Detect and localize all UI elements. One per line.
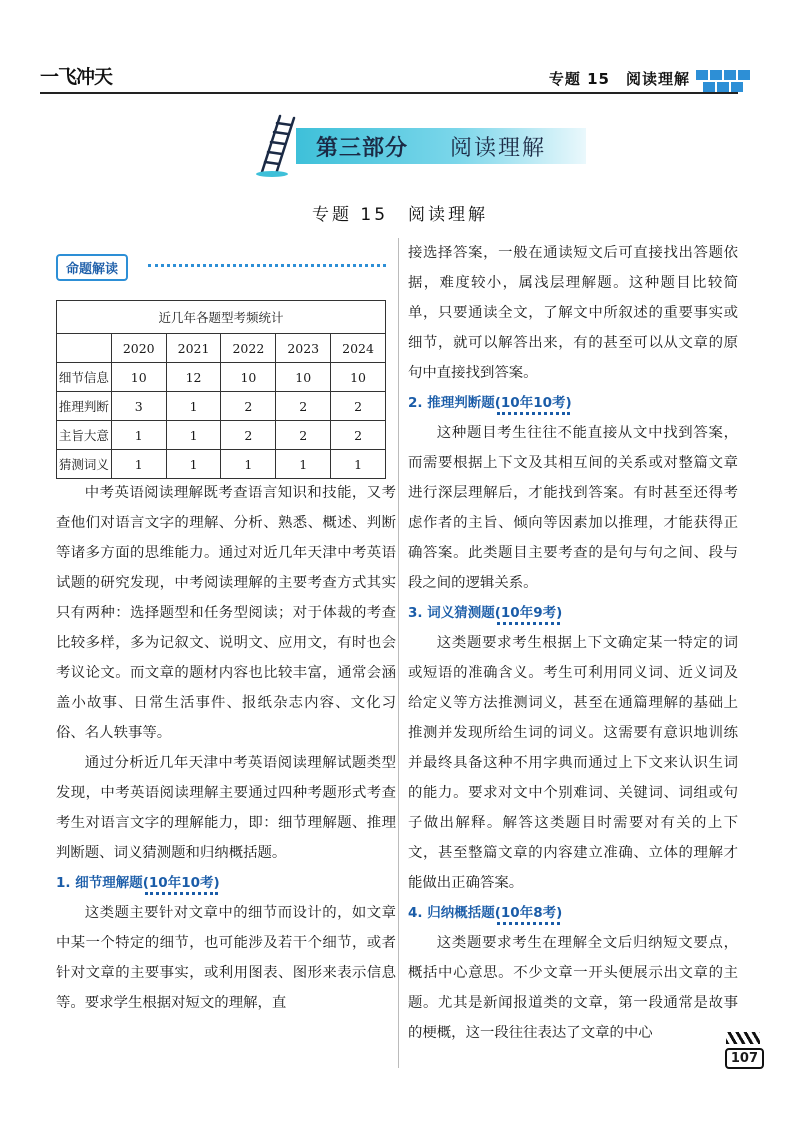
table-cell: 10 [221,363,276,392]
table-cell: 2 [331,421,386,450]
table-cell: 12 [166,363,221,392]
table-cell: 1 [166,450,221,479]
detail-question-paragraph: 这类题主要针对文章中的细节而设计的，如文章中某一个特定的细节，也可能涉及若干个细节，或者针对文章的主要事实，或利用图表、图形来表示信息等。要求学生根据对短文的理解，直 [56,905,396,1011]
heading-frequency: (10年9考) [494,605,563,621]
question-type-heading [56,868,396,898]
question-type-heading [408,898,738,928]
table-row [57,421,386,450]
row-label: 推理判断 [57,392,112,421]
page-number-stripes-decoration [726,1032,760,1044]
year-header: 2024 [331,334,386,363]
continued-paragraph: 接选择答案，一般在通读短文后可直接找出答题依据，难度较小，属浅层理解题。这种题目比较简单，只要通读全文，了解文中所叙述的重要事实或细节，就可以解答出来，有的甚至可以从文章的原句中直接找到答案。 [408,245,738,381]
year-header: 2023 [276,334,331,363]
table-row [57,450,386,479]
row-label: 细节信息 [57,363,112,392]
intro-paragraph: 中考英语阅读理解既考查语言知识和技能，又考查他们对语言文字的理解、分析、熟悉、概述、判断等诸多方面的思维能力。通过对近几年天津中考英语试题的研究发现，中考阅读理解的主要考查方式其实只有两种：选择题型和任务型阅读；对于体裁的考查比较多样，多为记叙文、说明文、应用文，有时也会考议论文。而文章的题材内容也比较丰富，通常会涵盖小故事、日常生活事件、报纸杂志内容、文化习俗、名人轶事等。 [56,485,396,741]
page-number: 107 [725,1048,764,1069]
table-cell: 3 [111,392,166,421]
vocabulary-question-paragraph: 这类题要求考生根据上下文确定某一特定的词或短语的准确含义。考生可利用同义词、近义词及给定义等方法推测词义，甚至在通篇理解的基础上推测并发现所给生词的词义。这需要有意识地训练并最终具备这种不用字典而通过上下文来认识生词的能力。要求对文中个别难词、关键词、词组或句子做出解释。解答这类题目时需要对有关的上下文，甚至整篇文章的内容建立准确、立体的理解才能做出正确答案。 [408,635,738,891]
section-dots-decoration [148,264,386,271]
table-cell: 2 [221,421,276,450]
table-corner-cell [57,334,112,363]
heading-frequency: (10年8考) [494,905,563,921]
heading-title: 4. 归纳概括题 [408,905,495,921]
table-cell: 2 [221,392,276,421]
table-header-row [57,334,386,363]
table-cell: 1 [166,421,221,450]
brand-logo: 一飞冲天 [40,66,113,88]
year-header: 2021 [166,334,221,363]
table-cell: 2 [331,392,386,421]
column-divider [398,238,399,1068]
year-header: 2022 [221,334,276,363]
right-column [408,238,738,1048]
left-column [56,478,396,1018]
header-blocks-decoration [696,70,752,98]
row-label: 猜测词义 [57,450,112,479]
heading-title: 1. 细节理解题 [56,875,143,891]
heading-title: 2. 推理判断题 [408,395,495,411]
heading-frequency: (10年10考) [142,875,220,891]
header-section-title: 专题 15 阅读理解 [548,70,690,88]
part-title: 阅读理解 [450,136,547,161]
table-cell: 2 [276,421,331,450]
table-cell: 10 [331,363,386,392]
table-cell: 1 [276,450,331,479]
section-label: 命题解读 [56,254,128,281]
heading-frequency: (10年10考) [494,395,572,411]
question-type-heading [408,598,738,628]
table-cell: 2 [276,392,331,421]
table-row [57,392,386,421]
table-cell: 10 [111,363,166,392]
table-cell: 1 [221,450,276,479]
types-paragraph: 通过分析近几年天津中考英语阅读理解试题类型发现，中考英语阅读理解主要通过四种考题形式考查考生对语言文字的理解能力，即：细节理解题、推理判断题、词义猜测题和归纳概括题。 [56,755,396,861]
table-cell: 1 [331,450,386,479]
table-row [57,363,386,392]
table-caption: 近几年各题型考频统计 [57,301,386,334]
question-type-heading [408,388,738,418]
header-rule [40,92,738,94]
table-cell: 1 [111,450,166,479]
heading-title: 3. 词义猜测题 [408,605,495,621]
table-cell: 1 [166,392,221,421]
inference-question-paragraph: 这种题目考生往往不能直接从文中找到答案，而需要根据上下文及其相互间的关系或对整篇文章进行深层理解后，才能找到答案。有时甚至还得考虑作者的主旨、倾向等因素加以推理，才能获得正确答案。此类题目主要考查的是句与句之间、段与段之间的逻辑关系。 [408,425,738,591]
table-cell: 10 [276,363,331,392]
part-label: 第三部分 [316,135,409,161]
frequency-table [56,300,386,479]
summary-question-paragraph: 这类题要求考生在理解全文后归纳短文要点，概括中心意思。不少文章一开头便展示出文章的主题。尤其是新闻报道类的文章，第一段通常是故事的梗概，这一段往往表达了文章的中心 [408,935,738,1041]
year-header: 2020 [111,334,166,363]
table-cell: 1 [111,421,166,450]
row-label: 主旨大意 [57,421,112,450]
topic-title: 专题 15 阅读理解 [311,205,489,225]
